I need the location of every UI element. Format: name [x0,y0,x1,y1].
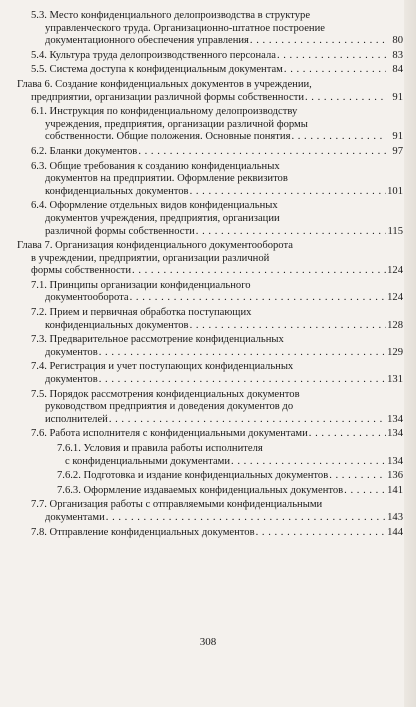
toc-entry-text: Глава 7. Организация конфиденциального документооборота [17,240,293,252]
toc-entry-text: 7.3. Предварительное рассмотрение конфиденциальных [31,334,284,346]
toc-entry [17,64,403,77]
toc-entry-text: учреждения, предприятия, организации различной формы [45,118,308,130]
toc-entry-text: с конфиденциальными документами [65,455,231,467]
toc-entry [17,161,403,199]
toc-entry-page: 101 [387,185,403,197]
toc-entry-page: 134 [387,455,403,467]
toc-entry-page: 131 [387,374,403,386]
page-edge [404,0,416,707]
toc-entry-text: конфиденциальных документов [45,319,189,331]
toc-entry-page: 141 [387,484,403,496]
toc-entry [17,334,403,359]
toc-entry [17,106,403,144]
toc-entry-text: 6.3. Общие требования к созданию конфиденциальных [31,160,280,172]
table-of-contents [17,10,403,541]
toc-entry [17,361,403,386]
toc-entry-text: 7.2. Прием и первичная обработка поступающих [31,307,252,319]
toc-entry-text: документационного обеспечения управления [45,35,249,47]
toc-entry-text: документов на предприятии. Оформление реквизитов [45,173,288,185]
toc-entry-text: 7.1. Принципы организации конфиденциального [31,279,251,291]
toc-entry-text: собственности. Общие положения. Основные понятия [45,131,291,143]
toc-entry-page: 80 [392,35,403,47]
toc-entry-text: формы собственности [31,265,132,277]
toc-entry-page: 124 [387,265,403,277]
toc-entry-text: 7.7. Организация работы с отправляемыми конфиденциальными [31,499,323,511]
toc-entry-text: 5.5. Система доступа к конфиденциальным документам [31,64,283,76]
dot-leader [329,470,386,483]
toc-entry-page: 91 [392,131,403,143]
toc-entry [17,79,403,104]
toc-entry-text: различной формы собственности [45,225,195,237]
toc-entry-text: документов учреждения, предприятия, организации [45,212,280,224]
toc-entry [17,307,403,332]
toc-entry-text: 7.5. Порядок рассмотрения конфиденциальных документов [31,388,300,400]
toc-entry-text: 7.6. Работа исполнителя с конфиденциальными документами [31,428,308,440]
toc-entry-text: документами [45,511,105,523]
toc-entry-text: документов [45,346,98,358]
toc-entry [17,240,403,278]
dot-leader [277,50,386,63]
toc-entry [17,485,403,498]
toc-entry-text: руководством предприятия и доведения документов до [45,401,294,413]
dot-leader [106,512,386,525]
toc-entry-page: 136 [387,470,403,482]
toc-entry-text: 5.3. Место конфиденциального делопроизводства в структуре [31,10,311,21]
toc-entry-text: 7.4. Регистрация и учет поступающих конфиденциальных [31,361,294,373]
toc-entry-text: в учреждении, предприятии, организации различной [31,252,270,264]
dot-leader [138,146,386,159]
toc-entry [17,10,403,48]
toc-entry-text: конфиденциальных документов [45,185,189,197]
toc-entry [17,428,403,441]
toc-entry-page: 143 [387,511,403,523]
dot-leader [309,428,386,441]
dot-leader [99,347,386,360]
toc-entry-text: документооборота [45,292,129,304]
toc-entry [17,280,403,305]
dot-leader [250,35,386,48]
toc-entry-page: 134 [387,428,403,440]
toc-entry-text: документов [45,374,98,386]
toc-entry-text: 7.6.2. Подготовка и издание конфиденциальных документов [57,470,329,482]
toc-entry-text: управленческого труда. Организационно-штатное построение [45,22,325,34]
toc-entry [17,50,403,63]
toc-entry-page: 144 [387,526,403,538]
toc-entry [17,499,403,524]
toc-entry-page: 128 [387,319,403,331]
dot-leader [231,456,386,469]
toc-entry-page: 115 [387,225,403,237]
dot-leader [190,320,386,333]
toc-entry-text: 7.6.3. Оформление издаваемых конфиденциальных документов [57,484,344,496]
toc-entry-text: 6.1. Инструкция по конфиденциальному делопроизводству [31,106,298,118]
toc-entry-text: 5.4. Культура труда делопроизводственного персонала [31,49,276,61]
dot-leader [109,414,386,427]
dot-leader [190,186,386,199]
page-number: 308 [199,636,217,648]
toc-entry [17,146,403,159]
toc-entry-page: 129 [387,346,403,358]
toc-entry-text: 6.2. Бланки документов [31,145,138,157]
dot-leader [99,374,386,387]
toc-entry-page: 134 [387,413,403,425]
toc-entry-text: предприятии, организации различной формы собственности [31,91,304,103]
toc-entry [17,443,403,468]
dot-leader [344,485,386,498]
toc-entry-text: 6.4. Оформление отдельных видов конфиденциальных [31,200,278,212]
toc-entry-page: 84 [392,64,403,76]
dot-leader [130,292,386,305]
toc-entry [17,389,403,427]
toc-entry-page: 91 [392,91,403,103]
toc-entry [17,527,403,540]
toc-entry [17,200,403,238]
dot-leader [305,92,386,105]
toc-entry-page: 83 [392,49,403,61]
dot-leader [284,64,386,77]
dot-leader [256,527,386,540]
toc-entry-page: 124 [387,292,403,304]
toc-entry [17,470,403,483]
toc-entry-text: 7.6.1. Условия и правила работы исполнителя [57,443,263,454]
dot-leader [132,265,386,278]
dot-leader [291,131,386,144]
dot-leader [196,226,386,239]
toc-entry-page: 97 [392,145,403,157]
toc-entry-text: 7.8. Отправление конфиденциальных документов [31,526,255,538]
toc-entry-text: исполнителей [45,413,108,425]
toc-entry-text: Глава 6. Создание конфиденциальных документов в учреждении, [17,78,312,90]
